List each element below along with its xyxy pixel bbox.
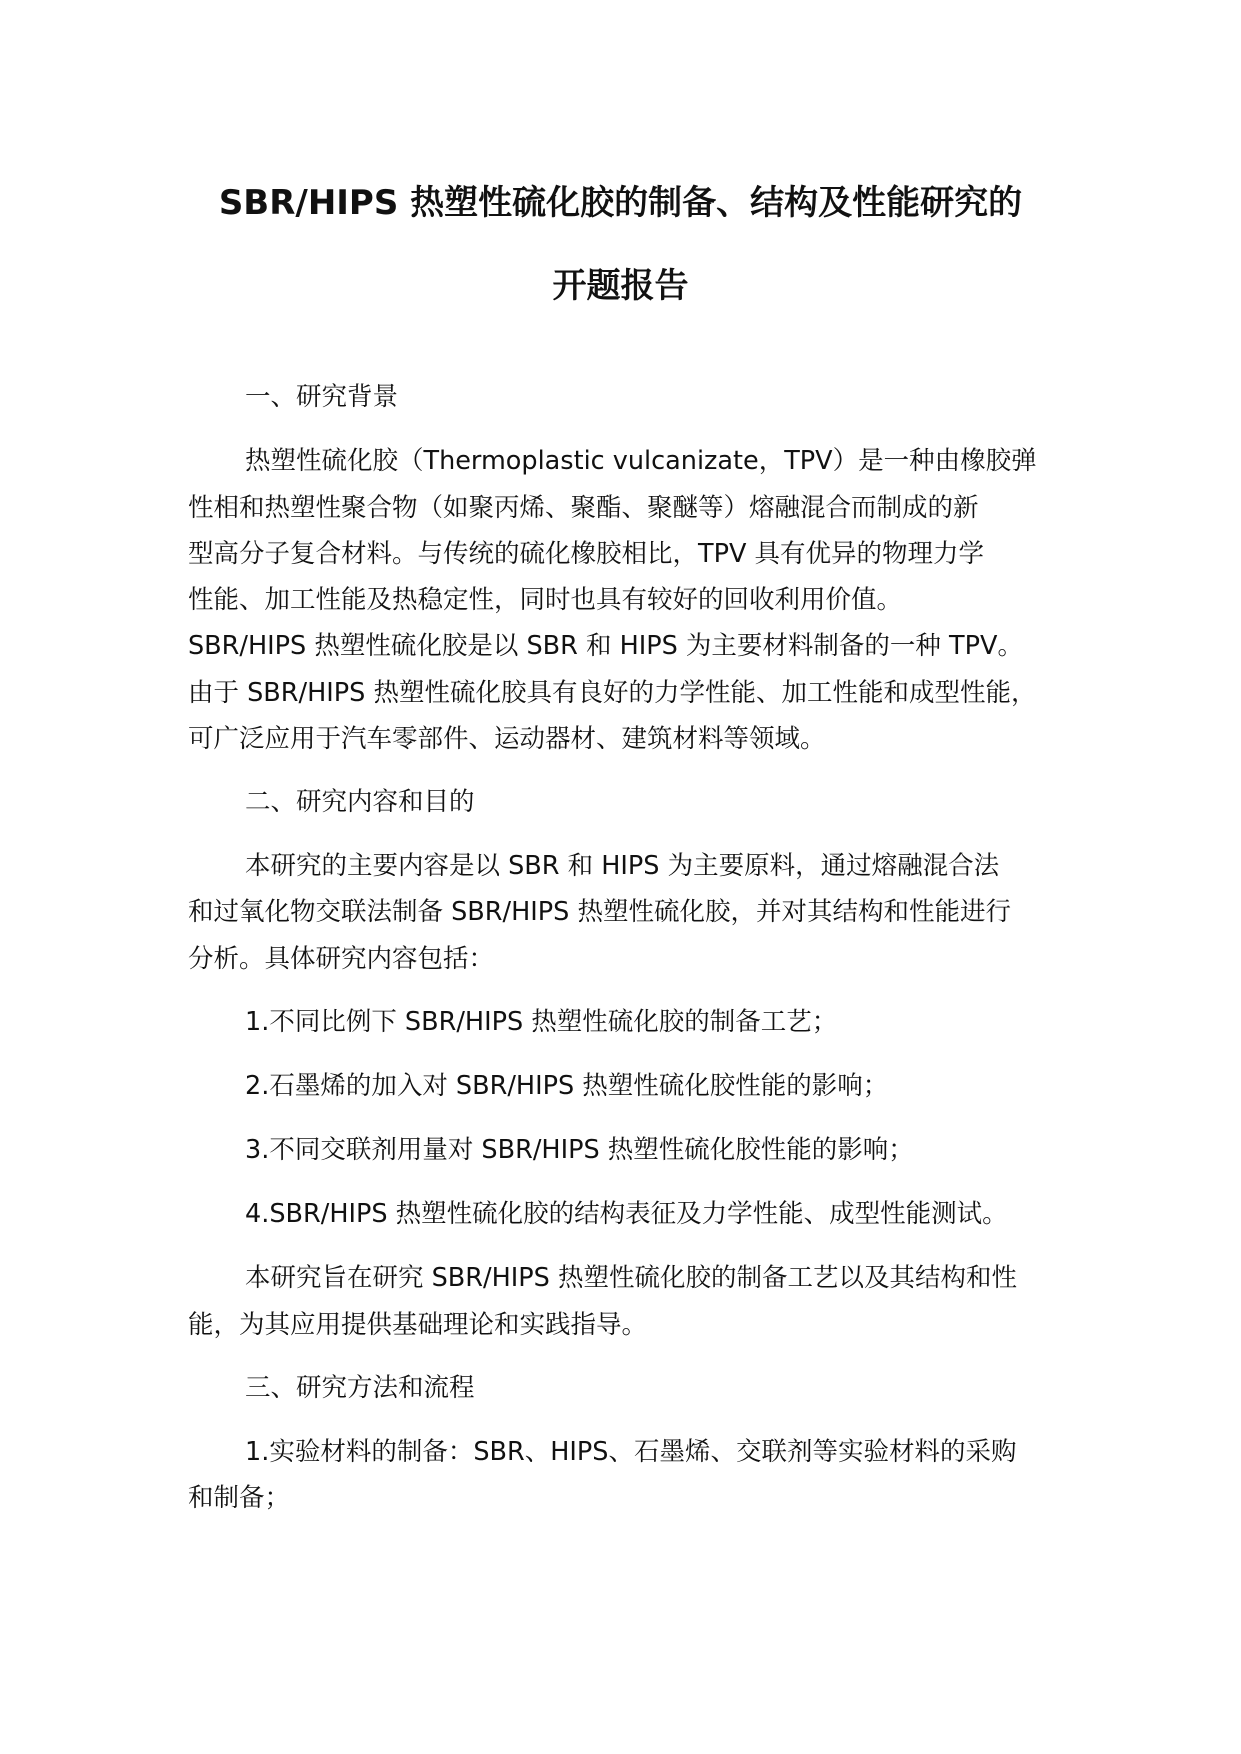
document-title-line-2: 开题报告 — [552, 266, 689, 306]
paragraph-line: 性能、加工性能及热稳定性，同时也具有较好的回收利用价值。 — [188, 585, 903, 615]
paragraph-line: 性相和热塑性聚合物（如聚丙烯、聚酯、聚醚等）熔融混合而制成的新 — [188, 493, 979, 523]
list-item: 4.SBR/HIPS 热塑性硫化胶的结构表征及力学性能、成型性能测试。 — [245, 1199, 1008, 1229]
paragraph-line: 和过氧化物交联法制备 SBR/HIPS 热塑性硫化胶，并对其结构和性能进行 — [188, 897, 1011, 927]
section-heading-background: 一、研究背景 — [245, 382, 399, 412]
paragraph-line: 型高分子复合材料。与传统的硫化橡胶相比，TPV 具有优异的物理力学 — [188, 539, 985, 569]
list-item: 2.石墨烯的加入对 SBR/HIPS 热塑性硫化胶性能的影响； — [245, 1071, 889, 1101]
section-heading-methods-and-process: 三、研究方法和流程 — [245, 1373, 475, 1403]
paragraph-line: 热塑性硫化胶（Thermoplastic vulcanizate，TPV）是一种由橡胶弹 — [245, 446, 1037, 476]
paragraph-line: 可广泛应用于汽车零部件、运动器材、建筑材料等领域。 — [188, 724, 826, 754]
paragraph-line: 和制备； — [188, 1483, 291, 1513]
paragraph-line: 本研究的主要内容是以 SBR 和 HIPS 为主要原料，通过熔融混合法 — [245, 851, 1000, 881]
paragraph-line: 由于 SBR/HIPS 热塑性硫化胶具有良好的力学性能、加工性能和成型性能， — [188, 678, 1037, 708]
section-heading-content-and-purpose: 二、研究内容和目的 — [245, 787, 475, 817]
list-item: 1.不同比例下 SBR/HIPS 热塑性硫化胶的制备工艺； — [245, 1007, 838, 1037]
paragraph-line: 分析。具体研究内容包括： — [188, 944, 495, 974]
list-item: 3.不同交联剂用量对 SBR/HIPS 热塑性硫化胶性能的影响； — [245, 1135, 914, 1165]
paragraph-line: SBR/HIPS 热塑性硫化胶是以 SBR 和 HIPS 为主要材料制备的一种 TPV。 — [188, 631, 1023, 661]
paragraph-line: 本研究旨在研究 SBR/HIPS 热塑性硫化胶的制备工艺以及其结构和性 — [245, 1263, 1017, 1293]
paragraph-line: 能，为其应用提供基础理论和实践指导。 — [188, 1310, 648, 1340]
list-item: 1.实验材料的制备：SBR、HIPS、石墨烯、交联剂等实验材料的采购 — [245, 1437, 1017, 1467]
document-title-line-1: SBR/HIPS 热塑性硫化胶的制备、结构及性能研究的 — [218, 183, 1023, 223]
